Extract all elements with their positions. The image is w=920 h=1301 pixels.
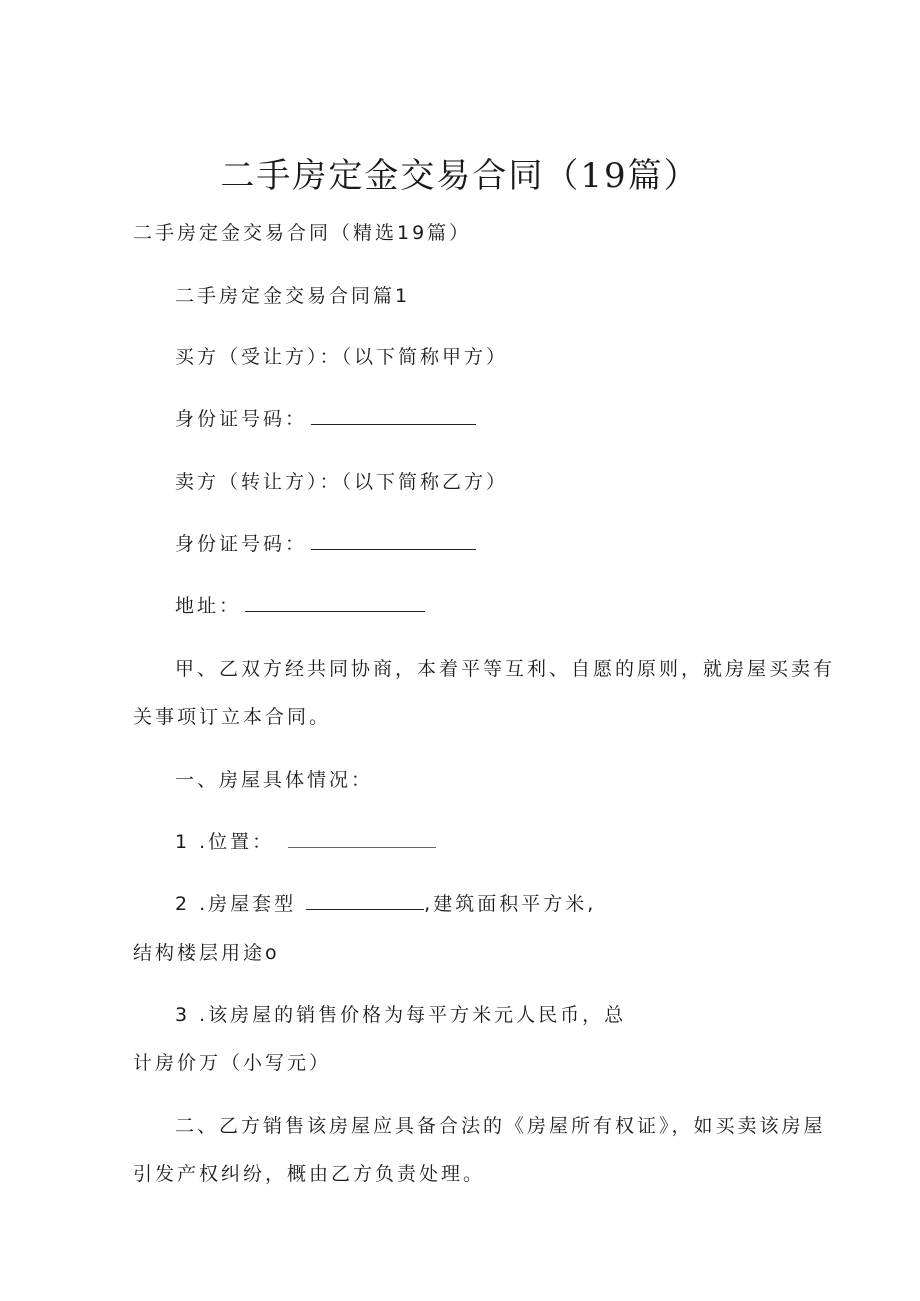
address-blank: [245, 593, 425, 612]
item-2-prefix: 2 .房屋套型: [175, 893, 297, 915]
document-title: 二手房定金交易合同（19篇）: [220, 156, 700, 196]
buyer-id-row: [175, 406, 476, 432]
clause-2-line-2: 引发产权纠纷，概由乙方负责处理。: [133, 1163, 486, 1185]
house-type-blank: [306, 891, 424, 910]
clause-1-heading: 一、房屋具体情况：: [175, 769, 374, 791]
intro-line-2: 关事项订立本合同。: [133, 706, 332, 728]
item-1-row: [175, 829, 436, 855]
buyer-id-blank: [311, 406, 476, 425]
item-3-line-1: 3 .该房屋的销售价格为每平方米元人民币，总: [175, 1004, 627, 1026]
address-label: 地址：: [175, 595, 242, 617]
location-blank: [288, 829, 436, 848]
seller-id-row: [175, 531, 476, 557]
item-1-prefix: 1 .位置：: [175, 831, 275, 853]
item-2-line-2: 结构楼层用途o: [133, 942, 280, 964]
clause-2-line-1: 二、乙方销售该房屋应具备合法的《房屋所有权证》，如买卖该房屋: [175, 1115, 826, 1137]
seller-id-label: 身份证号码：: [175, 533, 308, 555]
seller-id-blank: [311, 531, 476, 550]
document-subtitle: 二手房定金交易合同（精选19篇）: [133, 222, 472, 244]
address-row: [175, 593, 425, 619]
seller-label: 卖方（转让方）：（以下简称乙方）: [175, 471, 509, 493]
buyer-id-label: 身份证号码：: [175, 408, 308, 430]
buyer-label: 买方（受让方）：（以下简称甲方）: [175, 346, 509, 368]
intro-line-1: 甲、乙双方经共同协商，本着平等互利、自愿的原则，就房屋买卖有: [175, 658, 836, 680]
item-2-suffix: ,建筑面积平方米,: [424, 893, 597, 915]
section-heading: 二手房定金交易合同篇1: [175, 285, 411, 307]
item-3-line-2: 计房价万（小写元）: [133, 1052, 332, 1074]
item-2-row: [175, 891, 596, 917]
